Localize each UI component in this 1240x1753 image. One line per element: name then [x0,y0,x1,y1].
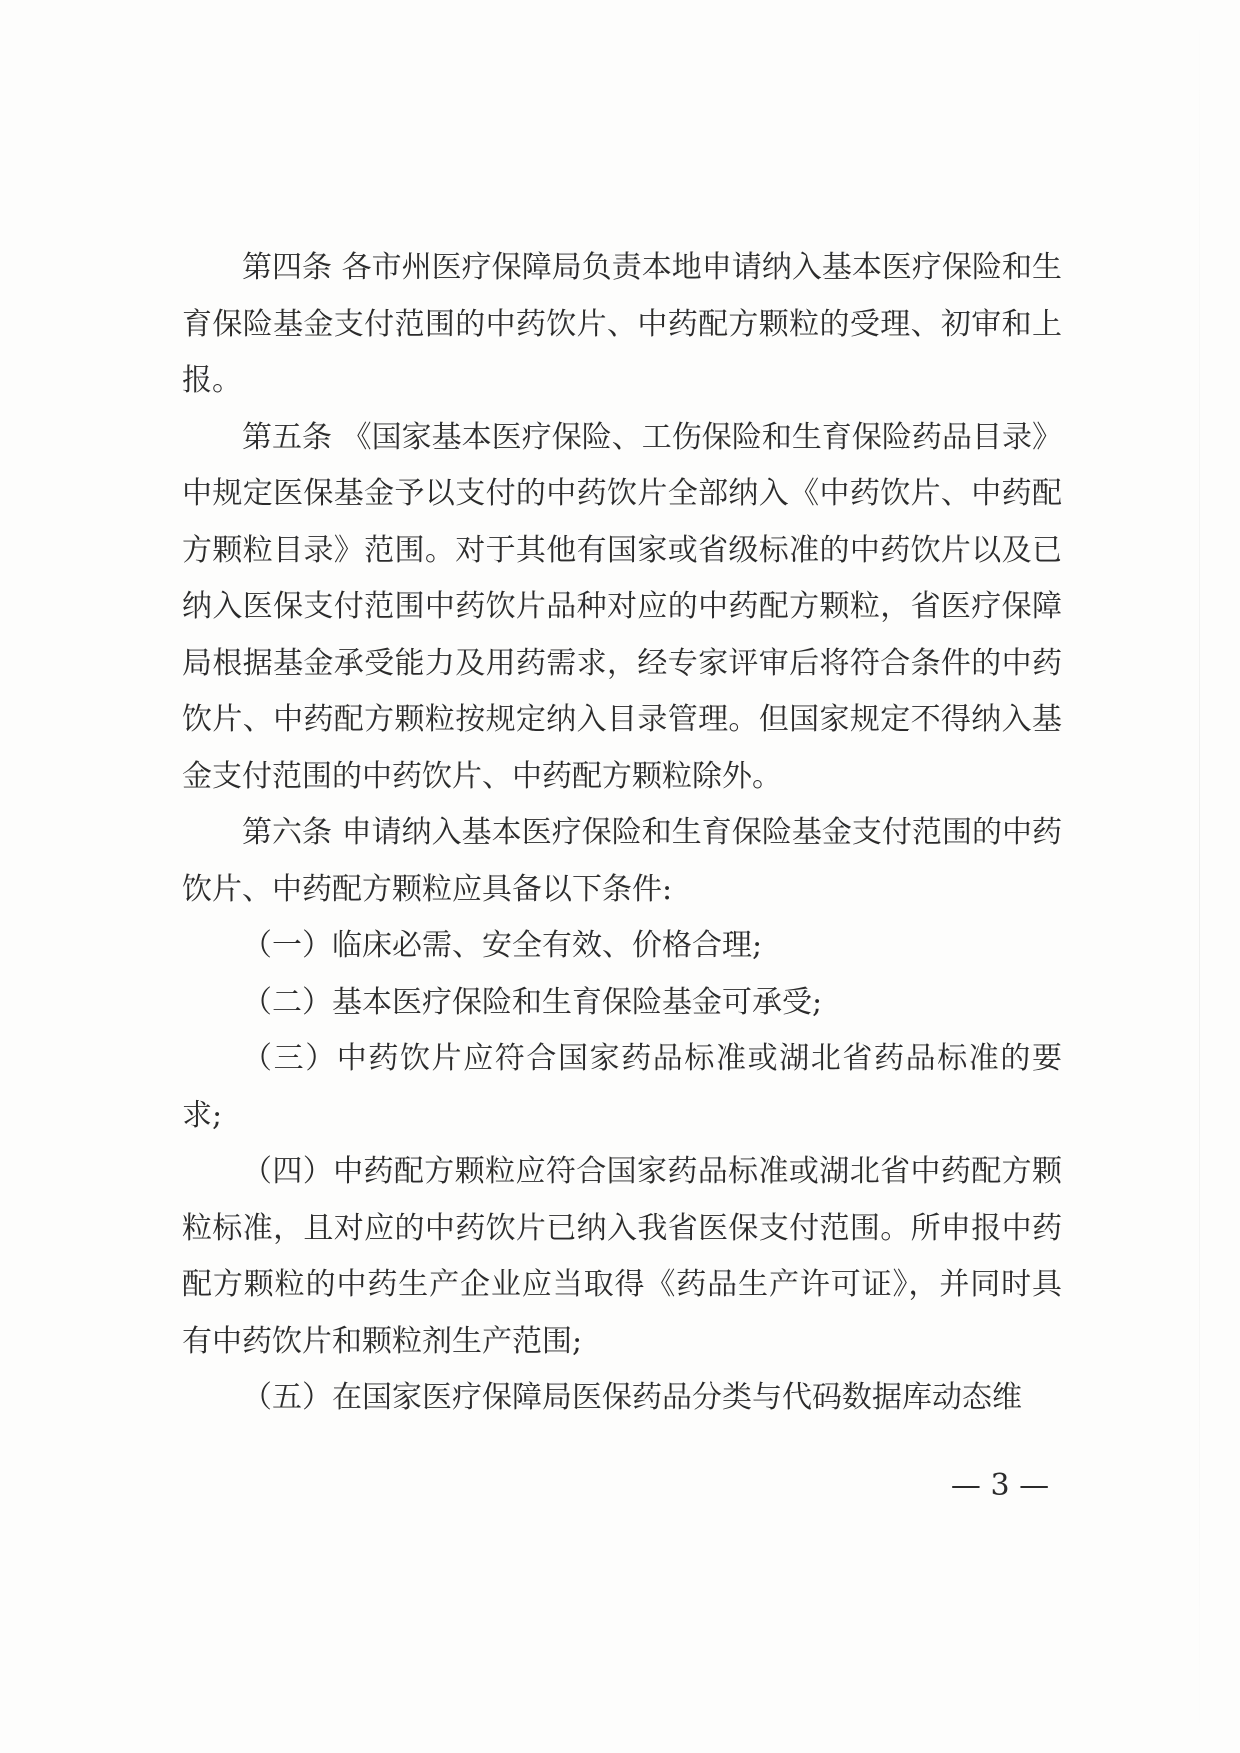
scan-edge [1199,0,1200,1753]
paragraph-condition-2: （二）基本医疗保险和生育保险基金可承受; [242,984,823,1020]
document-body [182,240,1062,1427]
paragraph-condition-5: （五）在国家医疗保障局医保药品分类与代码数据库动态维 [242,1380,1022,1415]
paragraph-condition-3: （三）中药饮片应符合国家药品标准或湖北省药品标准的要求; [182,1041,1062,1133]
paragraph-article-4: 第四条 各市州医疗保障局负责本地申请纳入基本医疗保险和生育保险基金支付范围的中药饮片、中药配方颗粒的受理、初审和上报。 [182,250,1062,398]
paragraph-article-6: 第六条 申请纳入基本医疗保险和生育保险基金支付范围的中药饮片、中药配方颗粒应具备以下条件: [182,815,1062,907]
paragraph-condition-1: （一）临床必需、安全有效、价格合理; [242,928,763,963]
paragraph-article-5: 第五条 《国家基本医疗保险、工伤保险和生育保险药品目录》中规定医保基金予以支付的中药饮片全部纳入《中药饮片、中药配方颗粒目录》范围。对于其他有国家或省级标准的中药饮片以及已纳入医保支付范围中药饮片品种对应的中药配方颗粒，省医疗保障局根据基金承受能力及用药需求，经专家评审后将符合条件的中药饮片、中药配方颗粒按规定纳入目录管理。但国家规定不得纳入基金支付范围的中药饮片、中药配方颗粒除外。 [182,419,1062,794]
paragraph-condition-4: （四）中药配方颗粒应符合国家药品标准或湖北省中药配方颗粒标准，且对应的中药饮片已纳入我省医保支付范围。所申报中药配方颗粒的中药生产企业应当取得《药品生产许可证》，并同时具有中药饮片和颗粒剂生产范围; [182,1154,1062,1359]
page-number: — 3 — [950,1468,1050,1503]
